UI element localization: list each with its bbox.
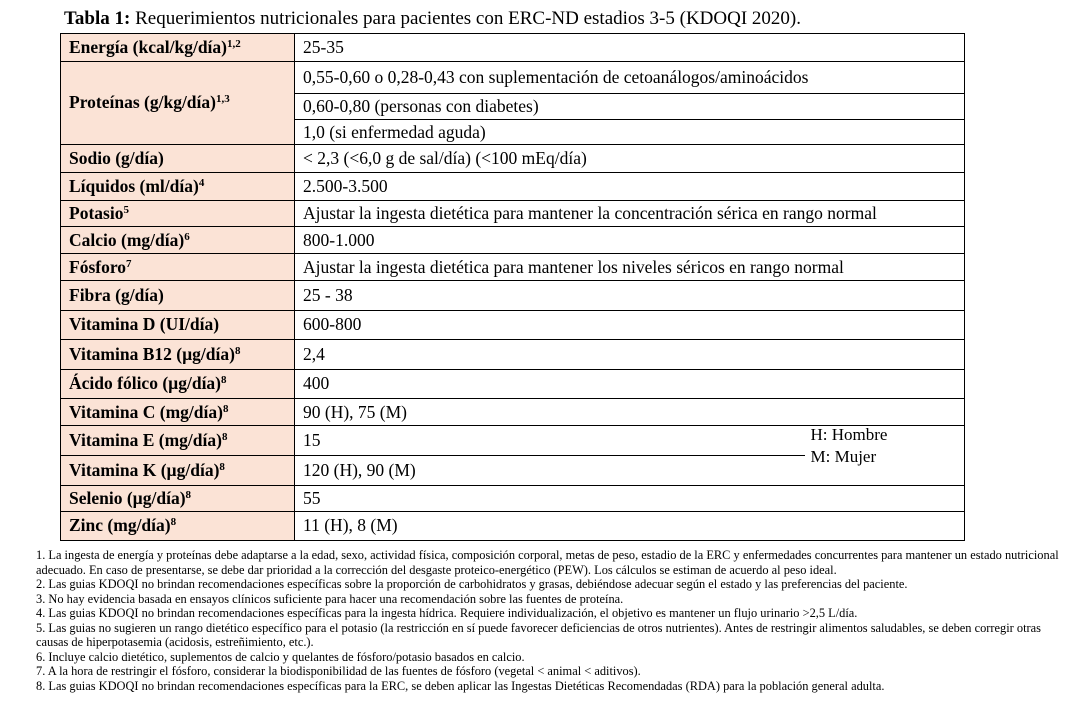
row-label: Vitamina D (UI/día): [61, 310, 295, 339]
row-value: 120 (H), 90 (M): [295, 456, 805, 485]
row-value: 0,60-0,80 (personas con diabetes): [295, 94, 965, 120]
table-row: [61, 227, 965, 254]
row-label: Energía (kcal/kg/día)$^{1,2}$: [61, 34, 295, 62]
table-row: [61, 369, 965, 398]
row-value: 25-35: [295, 34, 965, 62]
row-value: 11 (H), 8 (M): [295, 511, 965, 540]
footnote: 8. Las guias KDOQI no brindan recomendaciones específicas para la ERC, se deben aplicar las Ingestas Dietéticas Recomendadas (RDA) para la población general adulta.: [36, 678, 885, 693]
table-row: [61, 62, 965, 94]
table-row: [61, 511, 965, 540]
legend: [811, 426, 888, 469]
table-row: [61, 34, 965, 62]
legend-mujer: M: Mujer: [810, 447, 877, 467]
table-row: [61, 281, 965, 310]
row-label: Vitamina K (µg/día)$^8$: [61, 456, 295, 485]
row-label: Proteínas (g/kg/día)$^{1,3}$: [61, 62, 295, 144]
row-label: Vitamina C (mg/día)$^8$: [61, 399, 295, 426]
table-row: [61, 144, 965, 172]
footnote: 7. A la hora de restringir el fósforo, considerar la biodisponibilidad de las fuentes de fósforo (vegetal < animal < aditivos).: [36, 664, 641, 678]
row-value: 15: [295, 426, 805, 456]
footnote: 4. Las guias KDOQI no brindan recomendaciones específicas para la ingesta hídrica. Requiere individualización, el objetivo es mantener un flujo urinario >2,5 L/día.: [36, 606, 858, 620]
table-caption: [64, 7, 801, 31]
legend-cell: [805, 426, 965, 485]
table-row: [61, 339, 965, 369]
row-label: Selenio (µg/día)$^8$: [61, 485, 295, 511]
row-label: Líquidos (ml/día)$^4$: [61, 172, 295, 200]
caption-label: Tabla 1:: [64, 8, 131, 29]
row-value: < 2,3 (<6,0 g de sal/día) (<100 mEq/día): [295, 144, 965, 172]
table-row: [61, 310, 965, 339]
row-value: 800-1.000: [295, 227, 965, 254]
table-row: [61, 254, 965, 281]
row-label: Zinc (mg/día)$^8$: [61, 511, 295, 540]
row-value: 2,4: [295, 339, 965, 369]
row-label: Vitamina E (mg/día)$^8$: [61, 426, 295, 456]
row-value: 2.500-3.500: [295, 172, 965, 200]
row-label: Ácido fólico (µg/día)$^8$: [61, 369, 295, 398]
table-row: [61, 200, 965, 226]
footnotes: [36, 548, 1076, 693]
footnote: 5. Las guias no sugieren un rango dietético específico para el potasio (la restricción en sí puede favorecer deficiencias de otros nutrientes). Antes de restringir alimentos saludables, se deben corregir otras causas de hiperpotasemia (acidosis, estreñimiento, etc.).: [36, 620, 1041, 649]
row-label: Sodio (g/día): [61, 144, 295, 172]
row-value: 1,0 (si enfermedad aguda): [295, 120, 965, 144]
row-label: Fibra (g/día): [61, 281, 295, 310]
row-value: 25 - 38: [295, 281, 965, 310]
row-label: Vitamina B12 (µg/día)$^8$: [61, 339, 295, 369]
footnote: 1. La ingesta de energía y proteínas debe adaptarse a la edad, sexo, actividad física, composición corporal, metas de peso, estadio de la ERC y enfermedades concurrentes para mantener un estado nutricional adecuado. En caso de presentarse, se debe dar prioridad a la corrección del desgaste proteico-energético (PEW). Los cálculos se estiman de acuerdo al peso ideal.: [36, 548, 1059, 577]
row-value: 600-800: [295, 310, 965, 339]
row-label: Fósforo$^7$: [61, 254, 295, 281]
footnote: 6. Incluye calcio dietético, suplementos de calcio y quelantes de fósforo/potasio basados en calcio.: [36, 649, 525, 664]
row-label: Calcio (mg/día)$^6$: [61, 227, 295, 254]
row-value: 90 (H), 75 (M): [295, 399, 965, 426]
table-row: [61, 426, 965, 456]
caption-text: Requerimientos nutricionales para pacientes con ERC-ND estadios 3-5 (KDOQI 2020).: [135, 8, 801, 29]
row-label: Potasio$^5$: [61, 200, 295, 226]
legend-hombre: H: Hombre: [810, 425, 888, 445]
footnote: 2. Las guias KDOQI no brindan recomendaciones específicas sobre la proporción de carbohidratos y grasas, debiéndose adecuar según el estado y las preferencias del paciente.: [36, 577, 908, 591]
table-row: [61, 172, 965, 200]
row-value: 55: [295, 485, 965, 511]
row-value: 0,55-0,60 o 0,28-0,43 con suplementación de cetoanálogos/aminoácidos: [295, 62, 965, 94]
row-value: 400: [295, 369, 965, 398]
table-row: [61, 485, 965, 511]
row-value: Ajustar la ingesta dietética para mantener los niveles séricos en rango normal: [295, 254, 965, 281]
row-value: Ajustar la ingesta dietética para mantener la concentración sérica en rango normal: [295, 200, 965, 226]
table-row: [61, 399, 965, 426]
footnote: 3. No hay evidencia basada en ensayos clínicos suficiente para hacer una recomendación sobre las fuentes de proteína.: [36, 591, 624, 606]
nutrition-requirements-table: [60, 33, 965, 541]
